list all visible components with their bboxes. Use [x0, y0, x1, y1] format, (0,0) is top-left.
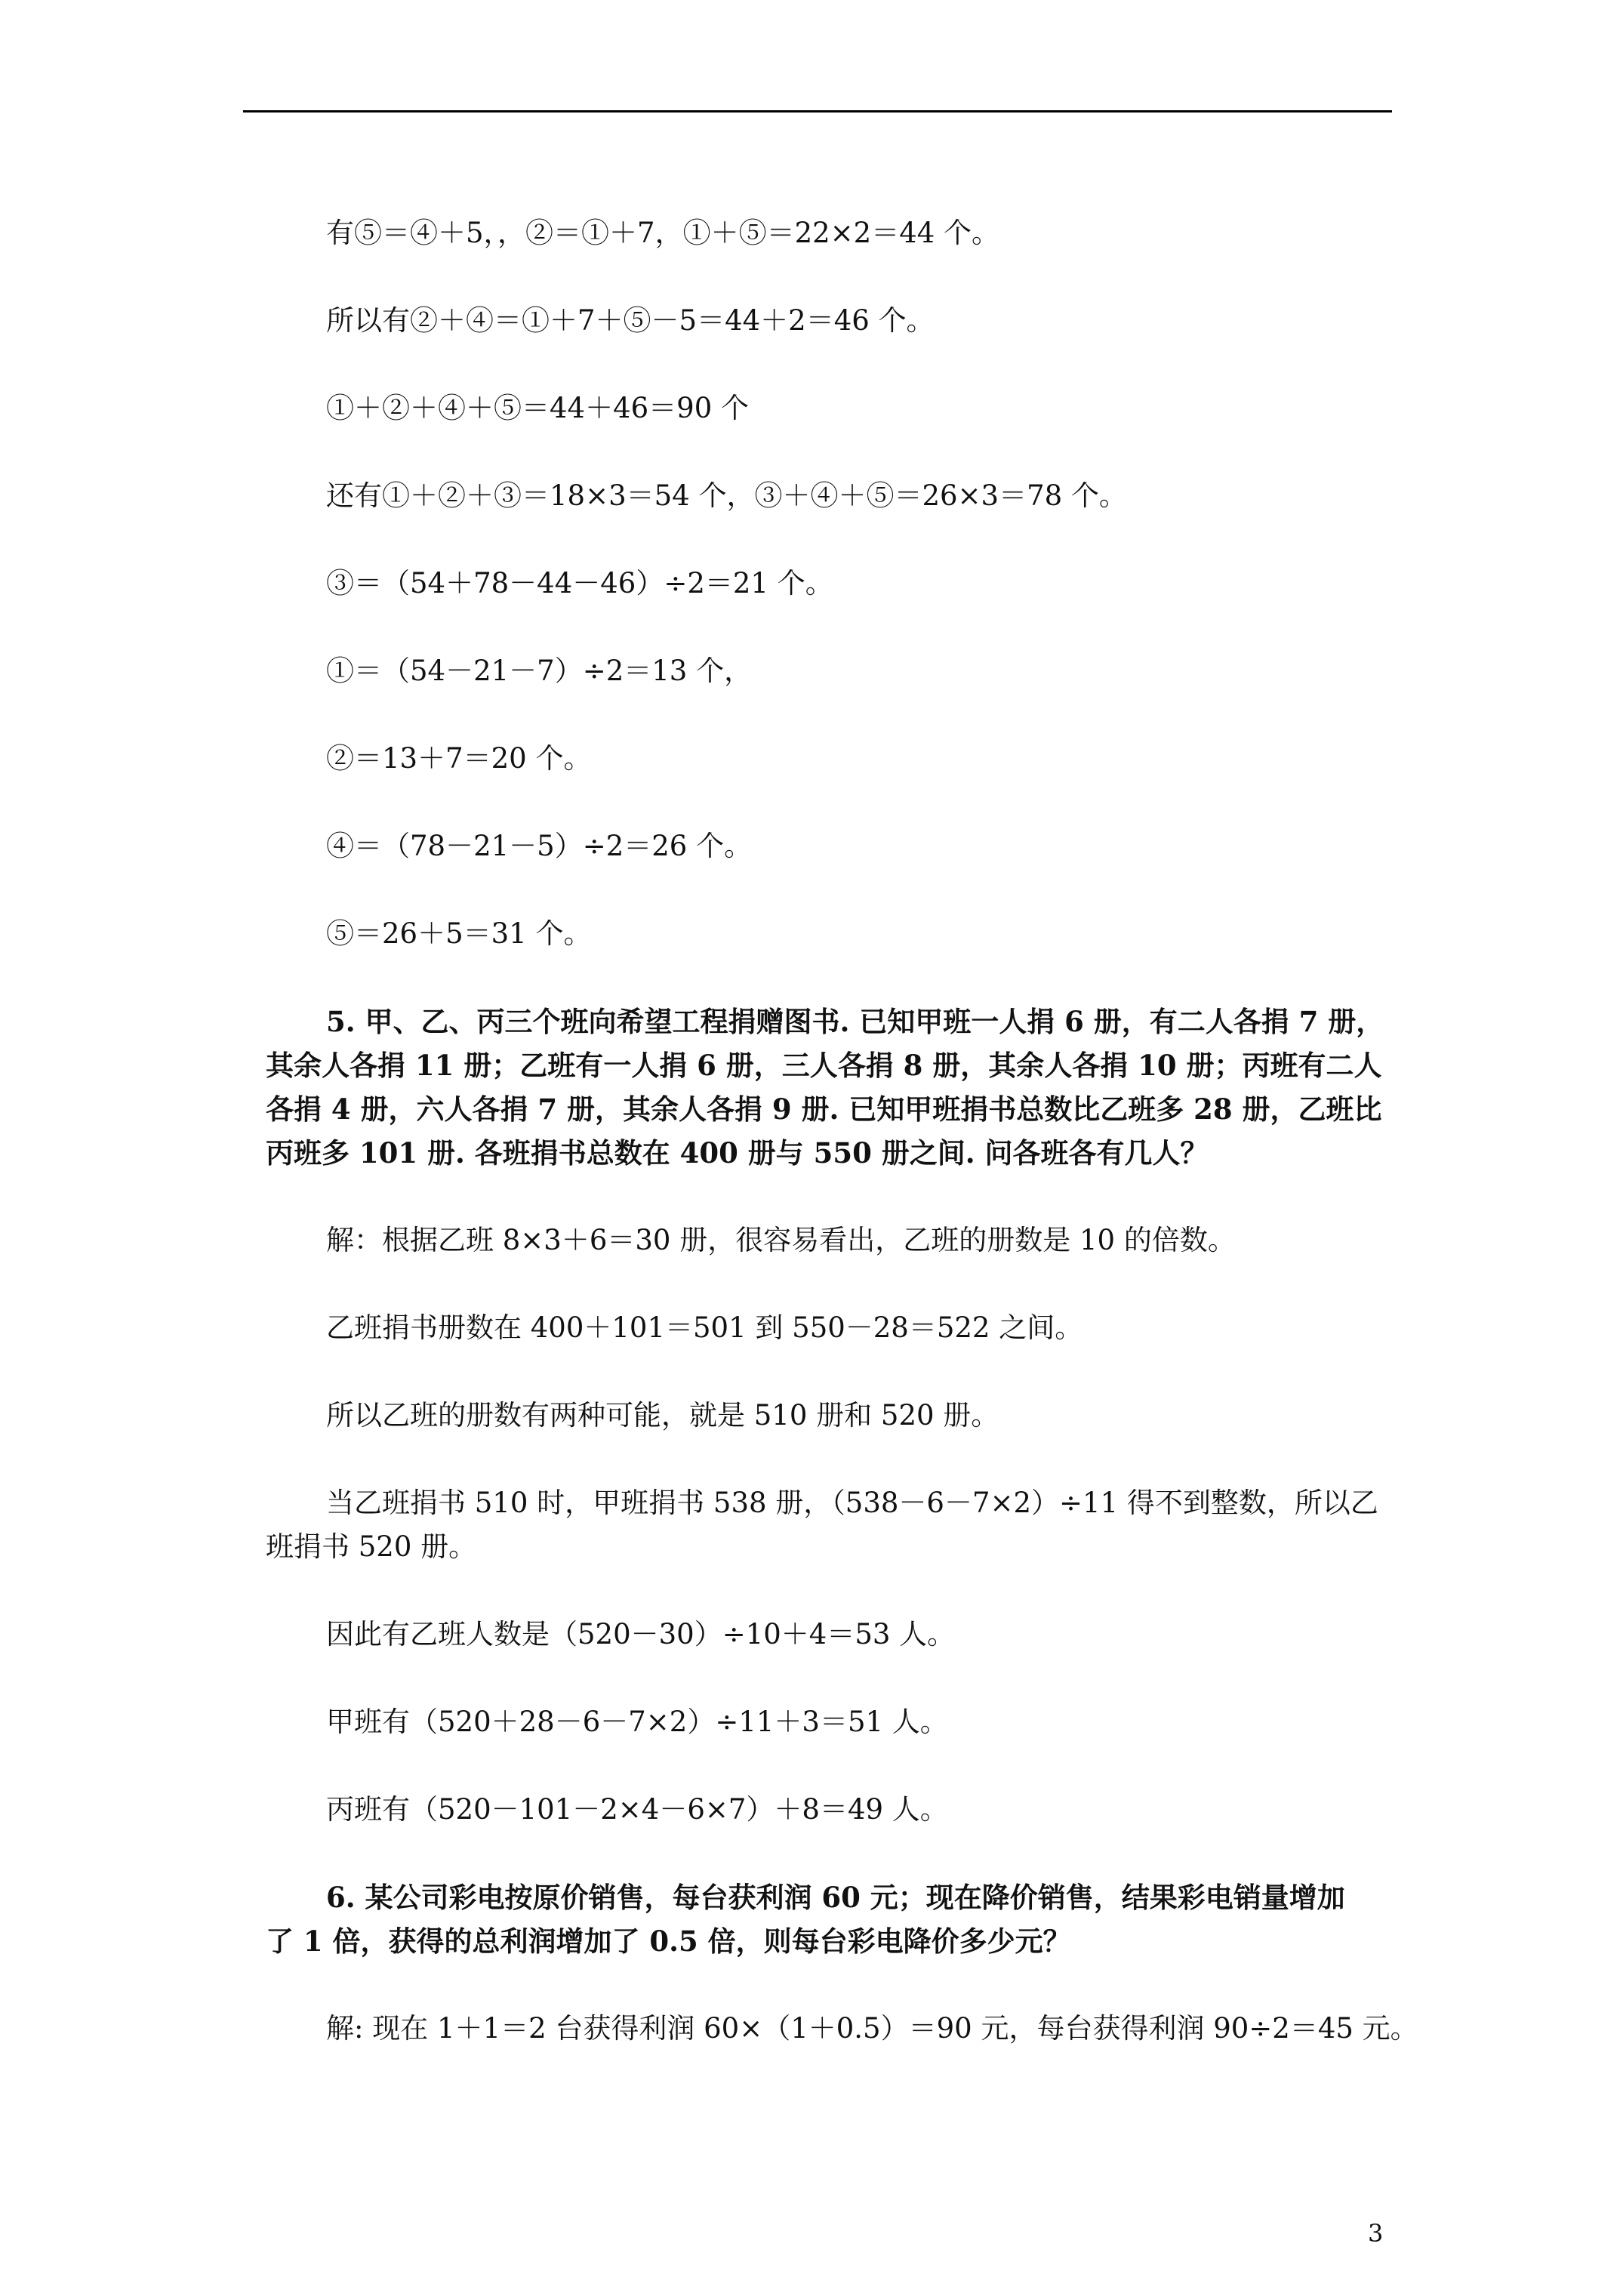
problem-6-line: 了 1 倍，获得的总利润增加了 0.5 倍，则每台彩电降价多少元？ [266, 1925, 1071, 1958]
problem-5-line: 其余人各捐 11 册；乙班有一人捐 6 册，三人各捐 8 册，其余人各捐 10 册；丙班有二人 [266, 1049, 1382, 1082]
problem-5-line: 5. 甲、乙、丙三个班向希望工程捐赠图书. 已知甲班一人捐 6 册，有二人各捐 7 册， [326, 1005, 1384, 1038]
problem-5-line: 各捐 4 册，六人各捐 7 册，其余人各捐 9 册. 已知甲班捐书总数比乙班多 28 册，乙班比 [266, 1093, 1382, 1126]
page-number: 3 [1368, 2219, 1384, 2248]
solution-line: 解：根据乙班 8×3＋6＝30 册，很容易看出，乙班的册数是 10 的倍数。 [326, 1224, 1236, 1256]
solution-line: 甲班有（520＋28－6－7×2）÷11＋3＝51 人。 [326, 1706, 948, 1738]
text-line: ③＝（54＋78－44－46）÷2＝21 个。 [326, 567, 833, 599]
solution-line: 丙班有（520－101－2×4－6×7）＋8＝49 人。 [326, 1793, 948, 1826]
page-content [266, 211, 1418, 2051]
text-line: 所以有②＋④＝①＋7＋⑤－5＝44＋2＝46 个。 [326, 304, 935, 337]
text-line: ②＝13＋7＝20 个。 [326, 742, 592, 775]
problem-6-line: 6. 某公司彩电按原价销售，每台获利润 60 元；现在降价销售，结果彩电销量增加 [326, 1881, 1345, 1914]
problem-6 [266, 1875, 1398, 1963]
text-line: ①＝（54－21－7）÷2＝13 个， [326, 655, 753, 687]
solution-line: 所以乙班的册数有两种可能，就是 510 册和 520 册。 [326, 1399, 999, 1432]
text-line: 还有①＋②＋③＝18×3＝54 个，③＋④＋⑤＝26×3＝78 个。 [326, 479, 1127, 512]
solution-line: 班捐书 520 册。 [266, 1530, 477, 1563]
problem-5-line: 丙班多 101 册. 各班捐书总数在 400 册与 550 册之间. 问各班各有几人？ [266, 1136, 1209, 1170]
solution-line: 因此有乙班人数是（520－30）÷10＋4＝53 人。 [326, 1618, 956, 1650]
solution-line: 解: 现在 1＋1＝2 台获得利润 60×（1＋0.5）＝90 元，每台获得利润 90÷2＝45 元。 [326, 2012, 1418, 2045]
text-line: ①＋②＋④＋⑤＝44＋46＝90 个 [326, 392, 750, 424]
problem-5 [266, 1000, 1398, 1175]
solution-line: 乙班捐书册数在 400＋101＝501 到 550－28＝522 之间。 [326, 1311, 1083, 1344]
text-line: ⑤＝26＋5＝31 个。 [326, 917, 592, 950]
text-line: ④＝（78－21－5）÷2＝26 个。 [326, 830, 753, 862]
solution-line: 当乙班捐书 510 时，甲班捐书 538 册，（538－6－7×2）÷11 得不到整数，所以乙 [326, 1487, 1378, 1519]
header-rule [243, 110, 1392, 112]
text-line: 有⑤＝④＋5，，②＝①＋7，①＋⑤＝22×2＝44 个。 [326, 217, 1000, 249]
